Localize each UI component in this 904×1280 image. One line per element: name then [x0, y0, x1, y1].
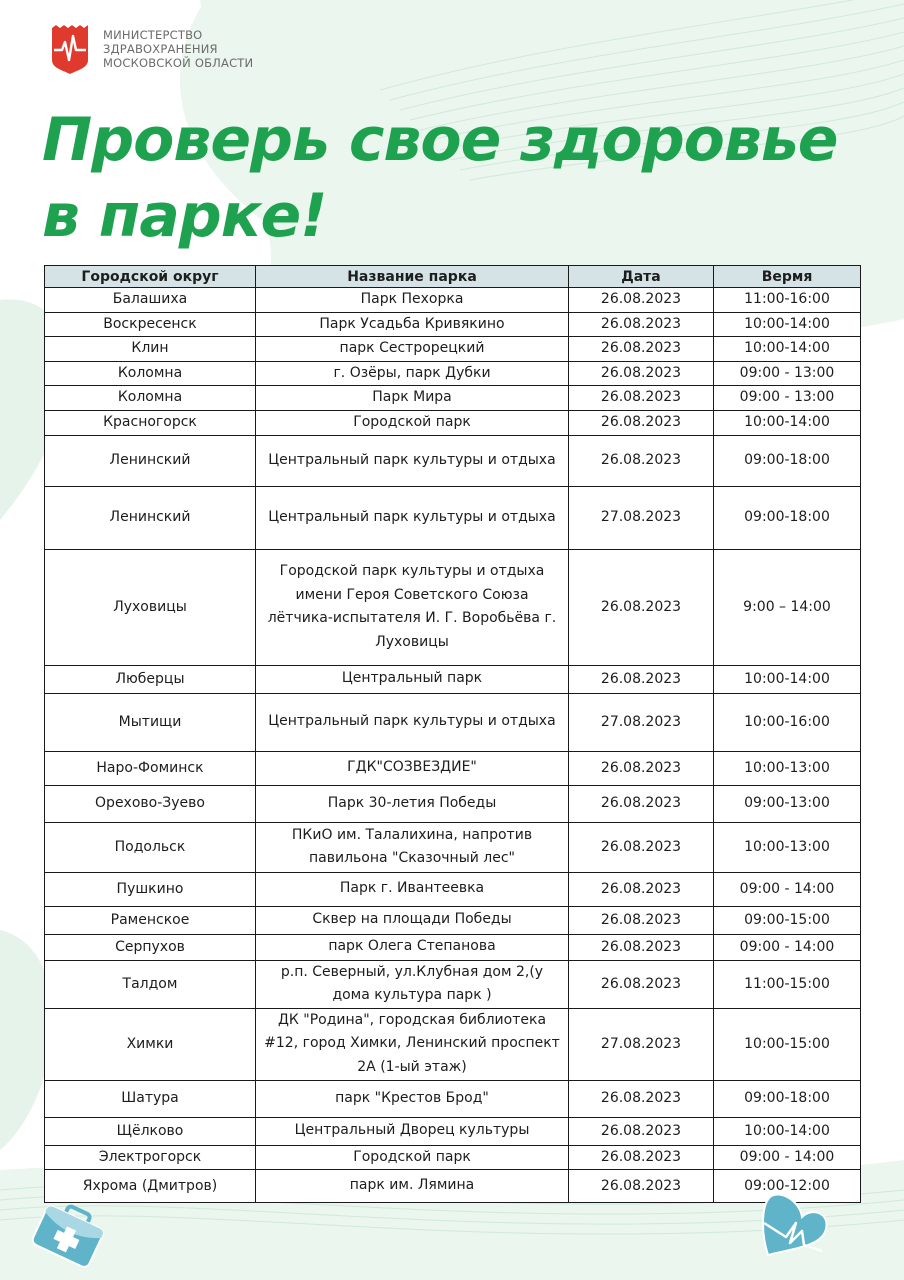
- date-cell: 26.08.2023: [569, 665, 714, 693]
- table-row: [45, 486, 861, 549]
- date-cell: 26.08.2023: [569, 872, 714, 906]
- ministry-name: [103, 28, 253, 70]
- ministry-name-line-1: МИНИСТЕРСТВО: [103, 28, 203, 42]
- table-row: [45, 751, 861, 785]
- date-cell: 27.08.2023: [569, 1008, 714, 1080]
- date-cell: 26.08.2023: [569, 312, 714, 337]
- park-cell: Городской парк культуры и отдыха имени Героя Советского Союза лётчика-испытателя И. Г. Воробьёва г. Луховицы: [256, 549, 569, 665]
- table-row: [45, 288, 861, 313]
- district-cell: Серпухов: [45, 934, 256, 960]
- date-cell: 26.08.2023: [569, 1170, 714, 1203]
- park-cell: Сквер на площади Победы: [256, 906, 569, 934]
- medical-kit-icon: [30, 1200, 108, 1268]
- park-cell: парк Олега Степанова: [256, 934, 569, 960]
- date-cell: 26.08.2023: [569, 549, 714, 665]
- district-cell: Люберцы: [45, 665, 256, 693]
- park-cell: парк "Крестов Брод": [256, 1080, 569, 1117]
- park-cell: Парк г. Ивантеевка: [256, 872, 569, 906]
- date-cell: 27.08.2023: [569, 693, 714, 751]
- time-cell: 10:00-14:00: [714, 337, 861, 362]
- time-cell: 09:00 - 13:00: [714, 361, 861, 386]
- time-cell: 09:00 - 13:00: [714, 386, 861, 411]
- time-cell: 09:00-15:00: [714, 906, 861, 934]
- date-cell: 26.08.2023: [569, 785, 714, 822]
- time-cell: 11:00-16:00: [714, 288, 861, 313]
- table-row: [45, 785, 861, 822]
- park-cell: Центральный парк культуры и отдыха: [256, 693, 569, 751]
- time-cell: 11:00-15:00: [714, 960, 861, 1008]
- district-cell: Химки: [45, 1008, 256, 1080]
- park-cell: Городской парк: [256, 1145, 569, 1170]
- park-cell: ГДК"СОЗВЕЗДИЕ": [256, 751, 569, 785]
- district-cell: Подольск: [45, 822, 256, 872]
- district-cell: Раменское: [45, 906, 256, 934]
- time-cell: 10:00-15:00: [714, 1008, 861, 1080]
- park-cell: Парк 30-летия Победы: [256, 785, 569, 822]
- district-cell: Пушкино: [45, 872, 256, 906]
- district-cell: Мытищи: [45, 693, 256, 751]
- date-cell: 27.08.2023: [569, 486, 714, 549]
- table-row: [45, 1170, 861, 1203]
- district-cell: Балашиха: [45, 288, 256, 313]
- date-cell: 26.08.2023: [569, 906, 714, 934]
- ministry-logo: [50, 24, 253, 74]
- park-cell: р.п. Северный, ул.Клубная дом 2,(у дома культура парк ): [256, 960, 569, 1008]
- table-row: [45, 1080, 861, 1117]
- park-cell: парк Сестрорецкий: [256, 337, 569, 362]
- table-row: [45, 410, 861, 435]
- district-cell: Ленинский: [45, 486, 256, 549]
- time-cell: 09:00-18:00: [714, 486, 861, 549]
- table-row: [45, 1008, 861, 1080]
- table-row: [45, 934, 861, 960]
- page-title: [42, 102, 837, 254]
- district-cell: Электрогорск: [45, 1145, 256, 1170]
- page-title-line-2: в парке!: [42, 181, 327, 251]
- table-body: [45, 288, 861, 1203]
- time-cell: 10:00-13:00: [714, 751, 861, 785]
- time-cell: 10:00-13:00: [714, 822, 861, 872]
- column-header-park: Название парка: [256, 266, 569, 288]
- time-cell: 09:00 - 14:00: [714, 934, 861, 960]
- table-row: [45, 337, 861, 362]
- district-cell: Щёлково: [45, 1117, 256, 1145]
- park-cell: Парк Усадьба Кривякино: [256, 312, 569, 337]
- table-row: [45, 1145, 861, 1170]
- table-row: [45, 872, 861, 906]
- park-cell: Парк Пехорка: [256, 288, 569, 313]
- date-cell: 26.08.2023: [569, 410, 714, 435]
- time-cell: 09:00 - 14:00: [714, 1145, 861, 1170]
- table-row: [45, 549, 861, 665]
- date-cell: 26.08.2023: [569, 960, 714, 1008]
- district-cell: Клин: [45, 337, 256, 362]
- district-cell: Орехово-Зуево: [45, 785, 256, 822]
- district-cell: Коломна: [45, 386, 256, 411]
- park-cell: Городской парк: [256, 410, 569, 435]
- heart-pulse-icon: [760, 1193, 832, 1259]
- table-row: [45, 312, 861, 337]
- table-row: [45, 665, 861, 693]
- schedule-table: [44, 265, 861, 1203]
- district-cell: Ленинский: [45, 435, 256, 486]
- table-row: [45, 435, 861, 486]
- time-cell: 10:00-14:00: [714, 312, 861, 337]
- time-cell: 10:00-14:00: [714, 665, 861, 693]
- district-cell: Коломна: [45, 361, 256, 386]
- heart-pulse-shield-icon: [50, 24, 90, 74]
- ministry-name-line-3: МОСКОВСКОЙ ОБЛАСТИ: [103, 56, 254, 70]
- table-row: [45, 960, 861, 1008]
- park-cell: парк им. Лямина: [256, 1170, 569, 1203]
- table-row: [45, 822, 861, 872]
- table-row: [45, 906, 861, 934]
- date-cell: 26.08.2023: [569, 435, 714, 486]
- district-cell: Шатура: [45, 1080, 256, 1117]
- time-cell: 09:00-18:00: [714, 435, 861, 486]
- time-cell: 09:00-13:00: [714, 785, 861, 822]
- district-cell: Наро-Фоминск: [45, 751, 256, 785]
- column-header-time: Вермя: [714, 266, 861, 288]
- park-cell: г. Озёры, парк Дубки: [256, 361, 569, 386]
- column-header-district: Городской округ: [45, 266, 256, 288]
- time-cell: 09:00 - 14:00: [714, 872, 861, 906]
- district-cell: Яхрома (Дмитров): [45, 1170, 256, 1203]
- district-cell: Воскресенск: [45, 312, 256, 337]
- ministry-name-line-2: ЗДРАВОХРАНЕНИЯ: [103, 42, 218, 56]
- park-cell: Центральный парк: [256, 665, 569, 693]
- time-cell: 09:00-12:00: [714, 1170, 861, 1203]
- time-cell: 10:00-14:00: [714, 410, 861, 435]
- date-cell: 26.08.2023: [569, 1145, 714, 1170]
- table-row: [45, 1117, 861, 1145]
- page-title-line-1: Проверь свое здоровье: [42, 105, 838, 175]
- district-cell: Луховицы: [45, 549, 256, 665]
- table-row: [45, 386, 861, 411]
- district-cell: Талдом: [45, 960, 256, 1008]
- time-cell: 10:00-16:00: [714, 693, 861, 751]
- time-cell: 10:00-14:00: [714, 1117, 861, 1145]
- park-cell: Центральный Дворец культуры: [256, 1117, 569, 1145]
- date-cell: 26.08.2023: [569, 1117, 714, 1145]
- time-cell: 9:00 – 14:00: [714, 549, 861, 665]
- table-row: [45, 361, 861, 386]
- date-cell: 26.08.2023: [569, 934, 714, 960]
- park-cell: Центральный парк культуры и отдыха: [256, 435, 569, 486]
- table-row: [45, 693, 861, 751]
- time-cell: 09:00-18:00: [714, 1080, 861, 1117]
- park-cell: Центральный парк культуры и отдыха: [256, 486, 569, 549]
- date-cell: 26.08.2023: [569, 386, 714, 411]
- park-cell: ПКиО им. Талалихина, напротив павильона "Сказочный лес": [256, 822, 569, 872]
- column-header-date: Дата: [569, 266, 714, 288]
- date-cell: 26.08.2023: [569, 337, 714, 362]
- date-cell: 26.08.2023: [569, 288, 714, 313]
- date-cell: 26.08.2023: [569, 822, 714, 872]
- date-cell: 26.08.2023: [569, 1080, 714, 1117]
- district-cell: Красногорск: [45, 410, 256, 435]
- park-cell: ДК "Родина", городская библиотека #12, город Химки, Ленинский проспект 2А (1-ый этаж): [256, 1008, 569, 1080]
- park-cell: Парк Мира: [256, 386, 569, 411]
- date-cell: 26.08.2023: [569, 361, 714, 386]
- date-cell: 26.08.2023: [569, 751, 714, 785]
- table-header-row: [45, 266, 861, 288]
